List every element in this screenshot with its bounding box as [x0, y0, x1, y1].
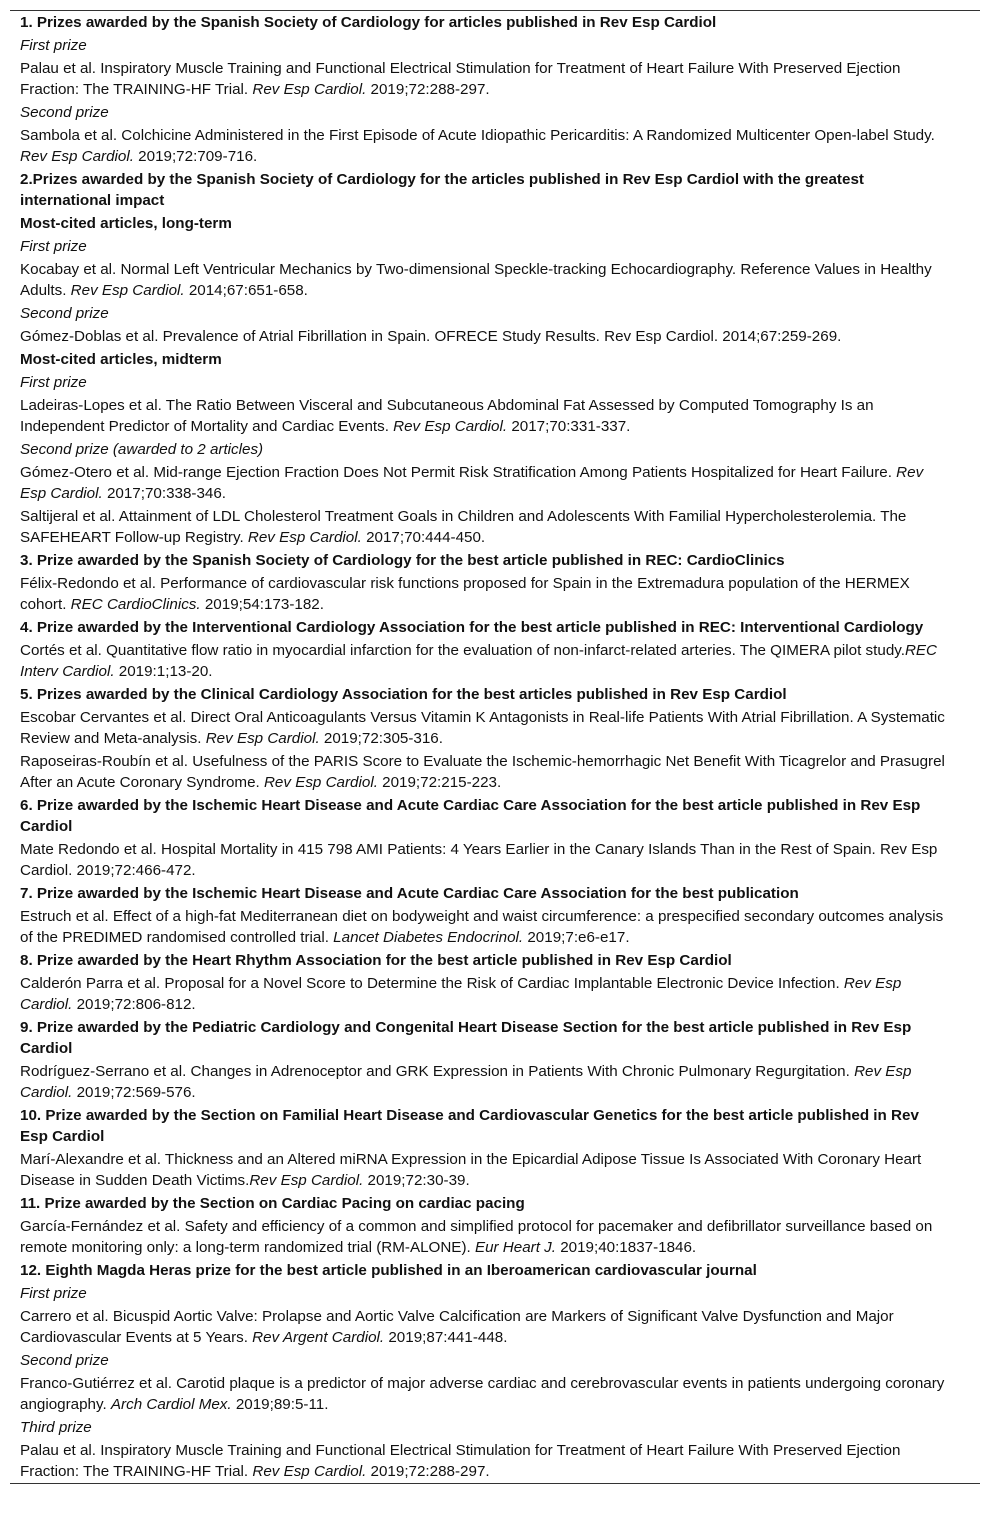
citation [10, 325, 980, 348]
citation [10, 394, 980, 438]
section-heading: 5. Prizes awarded by the Clinical Cardiology Association for the best articles published in Rev Esp Cardiol [20, 686, 787, 703]
citation-volume: 2017;70:331-337. [507, 418, 631, 435]
journal-name: Rev Esp Cardiol. [263, 774, 378, 791]
citation [10, 1372, 980, 1416]
citation [10, 505, 980, 549]
section-heading: 7. Prize awarded by the Ischemic Heart Disease and Acute Cardiac Care Association for the best publication [20, 885, 799, 902]
citation-text: Escobar Cervantes et al. Direct Oral Anticoagulants Versus Vitamin K Antagonists in Real-life Patients With Atrial Fibrillation. A Systematic Review and Meta-analysis. [20, 709, 945, 747]
citation-volume: 2019;89:5-11. [231, 1396, 329, 1413]
journal-name: Rev Esp Cardiol. [20, 464, 924, 502]
citation-volume: 2019;72:806-812. [72, 996, 196, 1013]
citation [10, 905, 980, 949]
citation [10, 706, 980, 750]
journal-name: Rev Argent Cardiol. [252, 1329, 385, 1346]
journal-name: REC Interv Cardiol. [20, 642, 938, 680]
citation-volume: 2019:1;13-20. [114, 663, 213, 680]
prize-label: First prize [20, 37, 87, 54]
journal-name: Rev Esp Cardiol. [393, 418, 508, 435]
citation-text: Ladeiras-Lopes et al. The Ratio Between Visceral and Subcutaneous Abdominal Fat Assessed by Computed Tomography Is an Independent Predictor of Mortality and Cardiac Events. [20, 397, 874, 435]
citation-volume: 2019;40:1837-1846. [555, 1239, 697, 1256]
journal-name: Eur Heart J. [474, 1239, 556, 1256]
prize-label: Second prize [20, 305, 109, 322]
section-heading: 11. Prize awarded by the Section on Cardiac Pacing on cardiac pacing [20, 1195, 525, 1212]
citation-text: Calderón Parra et al. Proposal for a Novel Score to Determine the Risk of Cardiac Implantable Electronic Device Infection. [20, 975, 844, 992]
citation [10, 258, 980, 302]
section-heading: 6. Prize awarded by the Ischemic Heart Disease and Acute Cardiac Care Association for the best article published in Rev Esp Cardiol [20, 797, 921, 835]
citation [10, 838, 980, 882]
journal-name: Rev Esp Cardiol. [205, 730, 320, 747]
citation-volume: 2019;72:288-297. [366, 81, 490, 98]
citation-text: Mate Redondo et al. Hospital Mortality in 415 798 AMI Patients: 4 Years Earlier in the Canary Islands Than in the Rest of Spain. Rev Esp Cardiol. 2019;72:466-472. [20, 841, 938, 879]
section-heading: Most-cited articles, long-term [20, 215, 232, 232]
section-heading: Most-cited articles, midterm [20, 351, 222, 368]
citation-text: Sambola et al. Colchicine Administered in the First Episode of Acute Idiopathic Pericarditis: A Randomized Multicenter Open-label Study. [20, 127, 935, 144]
journal-name: Rev Esp Cardiol. [252, 81, 367, 98]
section-heading: 10. Prize awarded by the Section on Familial Heart Disease and Cardiovascular Genetics for the best article published in Rev Esp Cardiol [20, 1107, 919, 1145]
citation-text: Rodríguez-Serrano et al. Changes in Adrenoceptor and GRK Expression in Patients With Chronic Pulmonary Regurgitation. [20, 1063, 855, 1080]
section-heading: 2.Prizes awarded by the Spanish Society of Cardiology for the articles published in Rev Esp Cardiol with the greatest international impact [20, 171, 864, 209]
journal-name: REC CardioClinics. [70, 596, 201, 613]
citation-text: Palau et al. Inspiratory Muscle Training and Functional Electrical Stimulation for Treatment of Heart Failure With Preserved Ejection Fraction: The TRAINING-HF Trial. [20, 60, 901, 98]
citation [10, 1148, 980, 1192]
citation-volume: 2019;72:305-316. [319, 730, 443, 747]
prize-label: Second prize [20, 104, 109, 121]
citation [10, 1060, 980, 1104]
citation-text: Estruch et al. Effect of a high-fat Mediterranean diet on bodyweight and waist circumference: a prespecified secondary outcomes analysis of the PREDIMED randomised controlled trial. [20, 908, 944, 946]
prize-label: Second prize (awarded to 2 articles) [20, 441, 264, 458]
citation-text: Cortés et al. Quantitative flow ratio in myocardial infarction for the evaluation of non-infarct-related arteries. The QIMERA pilot study. [20, 642, 905, 659]
section-heading: 4. Prize awarded by the Interventional Cardiology Association for the best article published in REC: Interventional Cardiology [20, 619, 924, 636]
journal-name: Rev Esp Cardiol. [252, 1463, 367, 1480]
citation-text: Carrero et al. Bicuspid Aortic Valve: Prolapse and Aortic Valve Calcification are Markers of Significant Valve Dysfunction and Major Cardiovascular Events at 5 Years. [20, 1308, 894, 1346]
citation-volume: 2019;7:e6-e17. [523, 929, 630, 946]
citation-volume: 2017;70:338-346. [102, 485, 227, 502]
citation-text: Gómez-Doblas et al. Prevalence of Atrial Fibrillation in Spain. OFRECE Study Results. Rev Esp Cardiol. 2014;67:259-269. [20, 328, 842, 345]
citation [10, 57, 980, 101]
citation-text: Gómez-Otero et al. Mid-range Ejection Fraction Does Not Permit Risk Stratification Among Patients Hospitalized for Heart Failure. [20, 464, 897, 481]
journal-name: Rev Esp Cardiol. [20, 975, 902, 1013]
section-heading: 8. Prize awarded by the Heart Rhythm Association for the best article published in Rev Esp Cardiol [20, 952, 732, 969]
citation-volume: 2014;67:651-658. [184, 282, 308, 299]
prize-label: First prize [20, 1285, 87, 1302]
citation-volume: 2019;72:569-576. [72, 1084, 196, 1101]
prize-label: Second prize [20, 1352, 109, 1369]
section-heading: 1. Prizes awarded by the Spanish Society of Cardiology for articles published in Rev Esp Cardiol [20, 14, 717, 31]
journal-name: Arch Cardiol Mex. [110, 1396, 232, 1413]
citation [10, 1439, 980, 1483]
journal-name: Rev Esp Cardiol. [20, 1063, 912, 1101]
citation [10, 1305, 980, 1349]
journal-name: Rev Esp Cardiol. [20, 148, 134, 165]
citation-text: Franco-Gutiérrez et al. Carotid plaque is a predictor of major adverse cardiac and cerebrovascular events in patients undergoing coronary angiography. [20, 1375, 945, 1413]
prize-label: First prize [20, 238, 87, 255]
citation-text: García-Fernández et al. Safety and efficiency of a common and simplified protocol for pacemaker and defibrillator surveillance based on remote monitoring only: a long-term randomized trial (RM-ALONE). [20, 1218, 933, 1256]
prize-label: Third prize [20, 1419, 92, 1436]
journal-name: Rev Esp Cardiol. [247, 529, 362, 546]
citation-volume: 2019;72:215-223. [377, 774, 502, 791]
citation-text: Kocabay et al. Normal Left Ventricular Mechanics by Two-dimensional Speckle-tracking Echocardiography. Reference Values in Healthy Adults. [20, 261, 932, 299]
citation-volume: 2019;54:173-182. [200, 596, 324, 613]
journal-name: Rev Esp Cardiol. [70, 282, 185, 299]
citation-text: Marí-Alexandre et al. Thickness and an Altered miRNA Expression in the Epicardial Adipose Tissue Is Associated With Coronary Heart Disease in Sudden Death Victims. [20, 1151, 922, 1189]
citation [10, 124, 980, 168]
citation-text: Saltijeral et al. Attainment of LDL Cholesterol Treatment Goals in Children and Adolescents With Familial Hypercholesterolemia. The SAFEHEART Follow-up Registry. [20, 508, 907, 546]
section-heading: 12. Eighth Magda Heras prize for the best article published in an Iberoamerican cardiovascular journal [20, 1262, 757, 1279]
journal-name: Lancet Diabetes Endocrinol. [333, 929, 524, 946]
citation-text: Félix-Redondo et al. Performance of cardiovascular risk functions proposed for Spain in the Extremadura population of the HERMEX cohort. [20, 575, 910, 613]
prize-label: First prize [20, 374, 87, 391]
journal-name: Rev Esp Cardiol. [249, 1172, 364, 1189]
section-heading: 9. Prize awarded by the Pediatric Cardiology and Congenital Heart Disease Section for the best article published in Rev Esp Cardiol [20, 1019, 912, 1057]
citation-volume: 2019;72:709-716. [133, 148, 258, 165]
citation-volume: 2017;70:444-450. [361, 529, 486, 546]
citation [10, 639, 980, 683]
citation-text: Palau et al. Inspiratory Muscle Training and Functional Electrical Stimulation for Treatment of Heart Failure With Preserved Ejection Fraction: The TRAINING-HF Trial. [20, 1442, 901, 1480]
citation [10, 572, 980, 616]
citation [10, 750, 980, 794]
citation-volume: 2019;87:441-448. [384, 1329, 508, 1346]
citation-text: Raposeiras-Roubín et al. Usefulness of the PARIS Score to Evaluate the Ischemic-hemorrhagic Net Benefit With Ticagrelor and Prasugrel After an Acute Coronary Syndrome. [20, 753, 945, 791]
citation [10, 461, 980, 505]
section-heading: 3. Prize awarded by the Spanish Society of Cardiology for the best article published in REC: CardioClinics [20, 552, 785, 569]
citation [10, 972, 980, 1016]
citation [10, 1215, 980, 1259]
awards-table [10, 10, 980, 1484]
citation-volume: 2019;72:30-39. [363, 1172, 470, 1189]
citation-volume: 2019;72:288-297. [366, 1463, 490, 1480]
